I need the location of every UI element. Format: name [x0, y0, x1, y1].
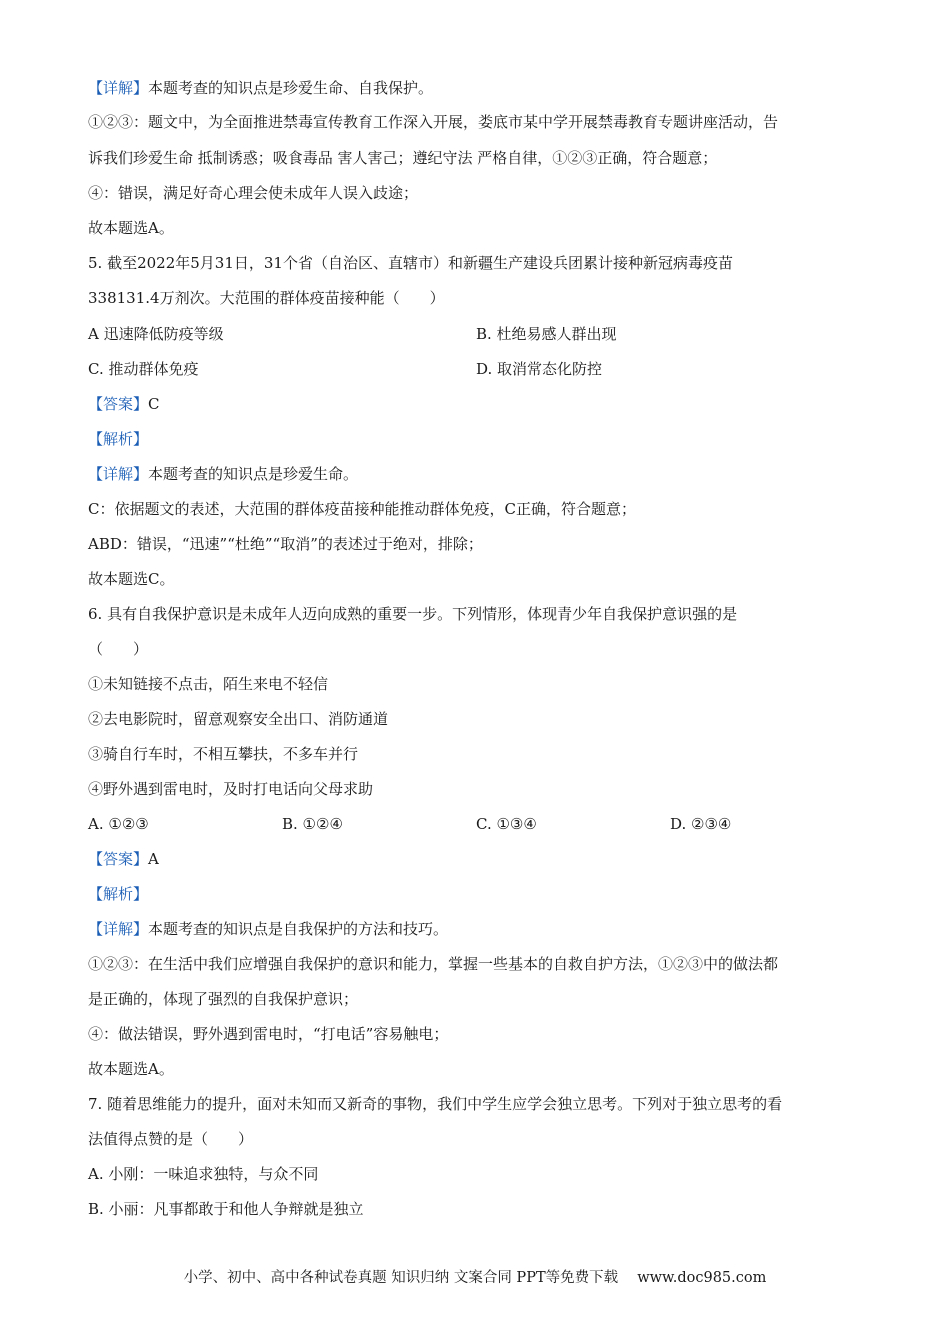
explanation-line: ①②③：题文中，为全面推进禁毒宣传教育工作深入开展，娄底市某中学开展禁毒教育专题讲座活动，告	[88, 113, 779, 131]
detail-tag: 【详解】	[88, 920, 149, 938]
q6-analysis	[88, 884, 148, 904]
q7-option-b: B. 小丽：凡事都敢于和他人争辩就是独立	[88, 1200, 364, 1218]
detail-text: 本题考查的知识点是珍爱生命。	[148, 465, 359, 483]
detail-tag: 【详解】	[88, 79, 149, 97]
q6-option-d: D. ②③④	[670, 815, 732, 833]
analysis-tag: 【解析】	[88, 430, 149, 448]
answer-tag: 【答案】	[88, 850, 149, 868]
q5-detail	[88, 464, 358, 484]
q5-explanation: ABD：错误，“迅速”“杜绝”“取消”的表述过于绝对，排除；	[88, 535, 483, 553]
q6-item: ④野外遇到雷电时，及时打电话向父母求助	[88, 780, 374, 798]
q6-detail	[88, 919, 448, 939]
detail-tag: 【详解】	[88, 465, 149, 483]
q5-option-c: C. 推动群体免疫	[88, 360, 199, 378]
q6-option-a: A. ①②③	[88, 815, 149, 833]
q7-option-a: A. 小刚：一味追求独特，与众不同	[88, 1165, 319, 1183]
page-footer: 小学、初中、高中各种试卷真题 知识归纳 文案合同 PPT等免费下载 www.doc985.com	[183, 1270, 767, 1286]
q6-conclusion: 故本题选A。	[88, 1060, 174, 1078]
q6-answer	[88, 849, 159, 869]
q6-item: ②去电影院时，留意观察安全出口、消防通道	[88, 710, 389, 728]
q5-conclusion: 故本题选C。	[88, 570, 175, 588]
question-7-stem: 7. 随着思维能力的提升，面对未知而又新奇的事物，我们中学生应学会独立思考。下列对于独立思考的看	[88, 1095, 783, 1113]
q5-option-a: A 迅速降低防疫等级	[88, 325, 224, 343]
detail-line	[88, 78, 433, 98]
analysis-tag: 【解析】	[88, 885, 149, 903]
q6-option-b: B. ①②④	[282, 815, 343, 833]
q6-explanation: 是正确的，体现了强烈的自我保护意识；	[88, 990, 359, 1008]
detail-text: 本题考查的知识点是珍爱生命、自我保护。	[148, 79, 434, 97]
answer-tag: 【答案】	[88, 395, 149, 413]
explanation-line: ④：错误，满足好奇心理会使未成年人误入歧途；	[88, 184, 419, 202]
q6-item: ③骑自行车时，不相互攀扶，不多车并行	[88, 745, 359, 763]
question-5-stem-cont: 338131.4万剂次。大范围的群体疫苗接种能（ ）	[88, 289, 445, 307]
q6-explanation: ①②③：在生活中我们应增强自我保护的意识和能力，掌握一些基本的自救自护方法，①②③中的做法都	[88, 955, 779, 973]
q5-option-b: B. 杜绝易感人群出现	[476, 325, 617, 343]
q5-answer	[88, 394, 160, 414]
question-6-stem-cont: （ ）	[88, 640, 149, 658]
detail-text: 本题考查的知识点是自我保护的方法和技巧。	[148, 920, 449, 938]
q5-explanation: C：依据题文的表述，大范围的群体疫苗接种能推动群体免疫，C正确，符合题意；	[88, 500, 636, 518]
question-6-stem: 6. 具有自我保护意识是未成年人迈向成熟的重要一步。下列情形，体现青少年自我保护意识强的是	[88, 605, 738, 623]
answer-value: C	[148, 395, 160, 413]
question-7-stem-cont: 法值得点赞的是（ ）	[88, 1130, 254, 1148]
q5-option-d: D. 取消常态化防控	[476, 360, 603, 378]
conclusion-line: 故本题选A。	[88, 219, 174, 237]
q6-explanation: ④：做法错误，野外遇到雷电时，“打电话”容易触电；	[88, 1025, 449, 1043]
question-5-stem: 5. 截至2022年5月31日，31个省（自治区、直辖市）和新疆生产建设兵团累计接种新冠病毒疫苗	[88, 254, 733, 272]
q6-option-c: C. ①③④	[476, 815, 537, 833]
q6-item: ①未知链接不点击，陌生来电不轻信	[88, 675, 329, 693]
q5-analysis	[88, 429, 148, 449]
explanation-line: 诉我们珍爱生命 抵制诱惑；吸食毒品 害人害己；遵纪守法 严格自律，①②③正确，符合题意；	[88, 149, 718, 167]
answer-value: A	[148, 850, 159, 868]
